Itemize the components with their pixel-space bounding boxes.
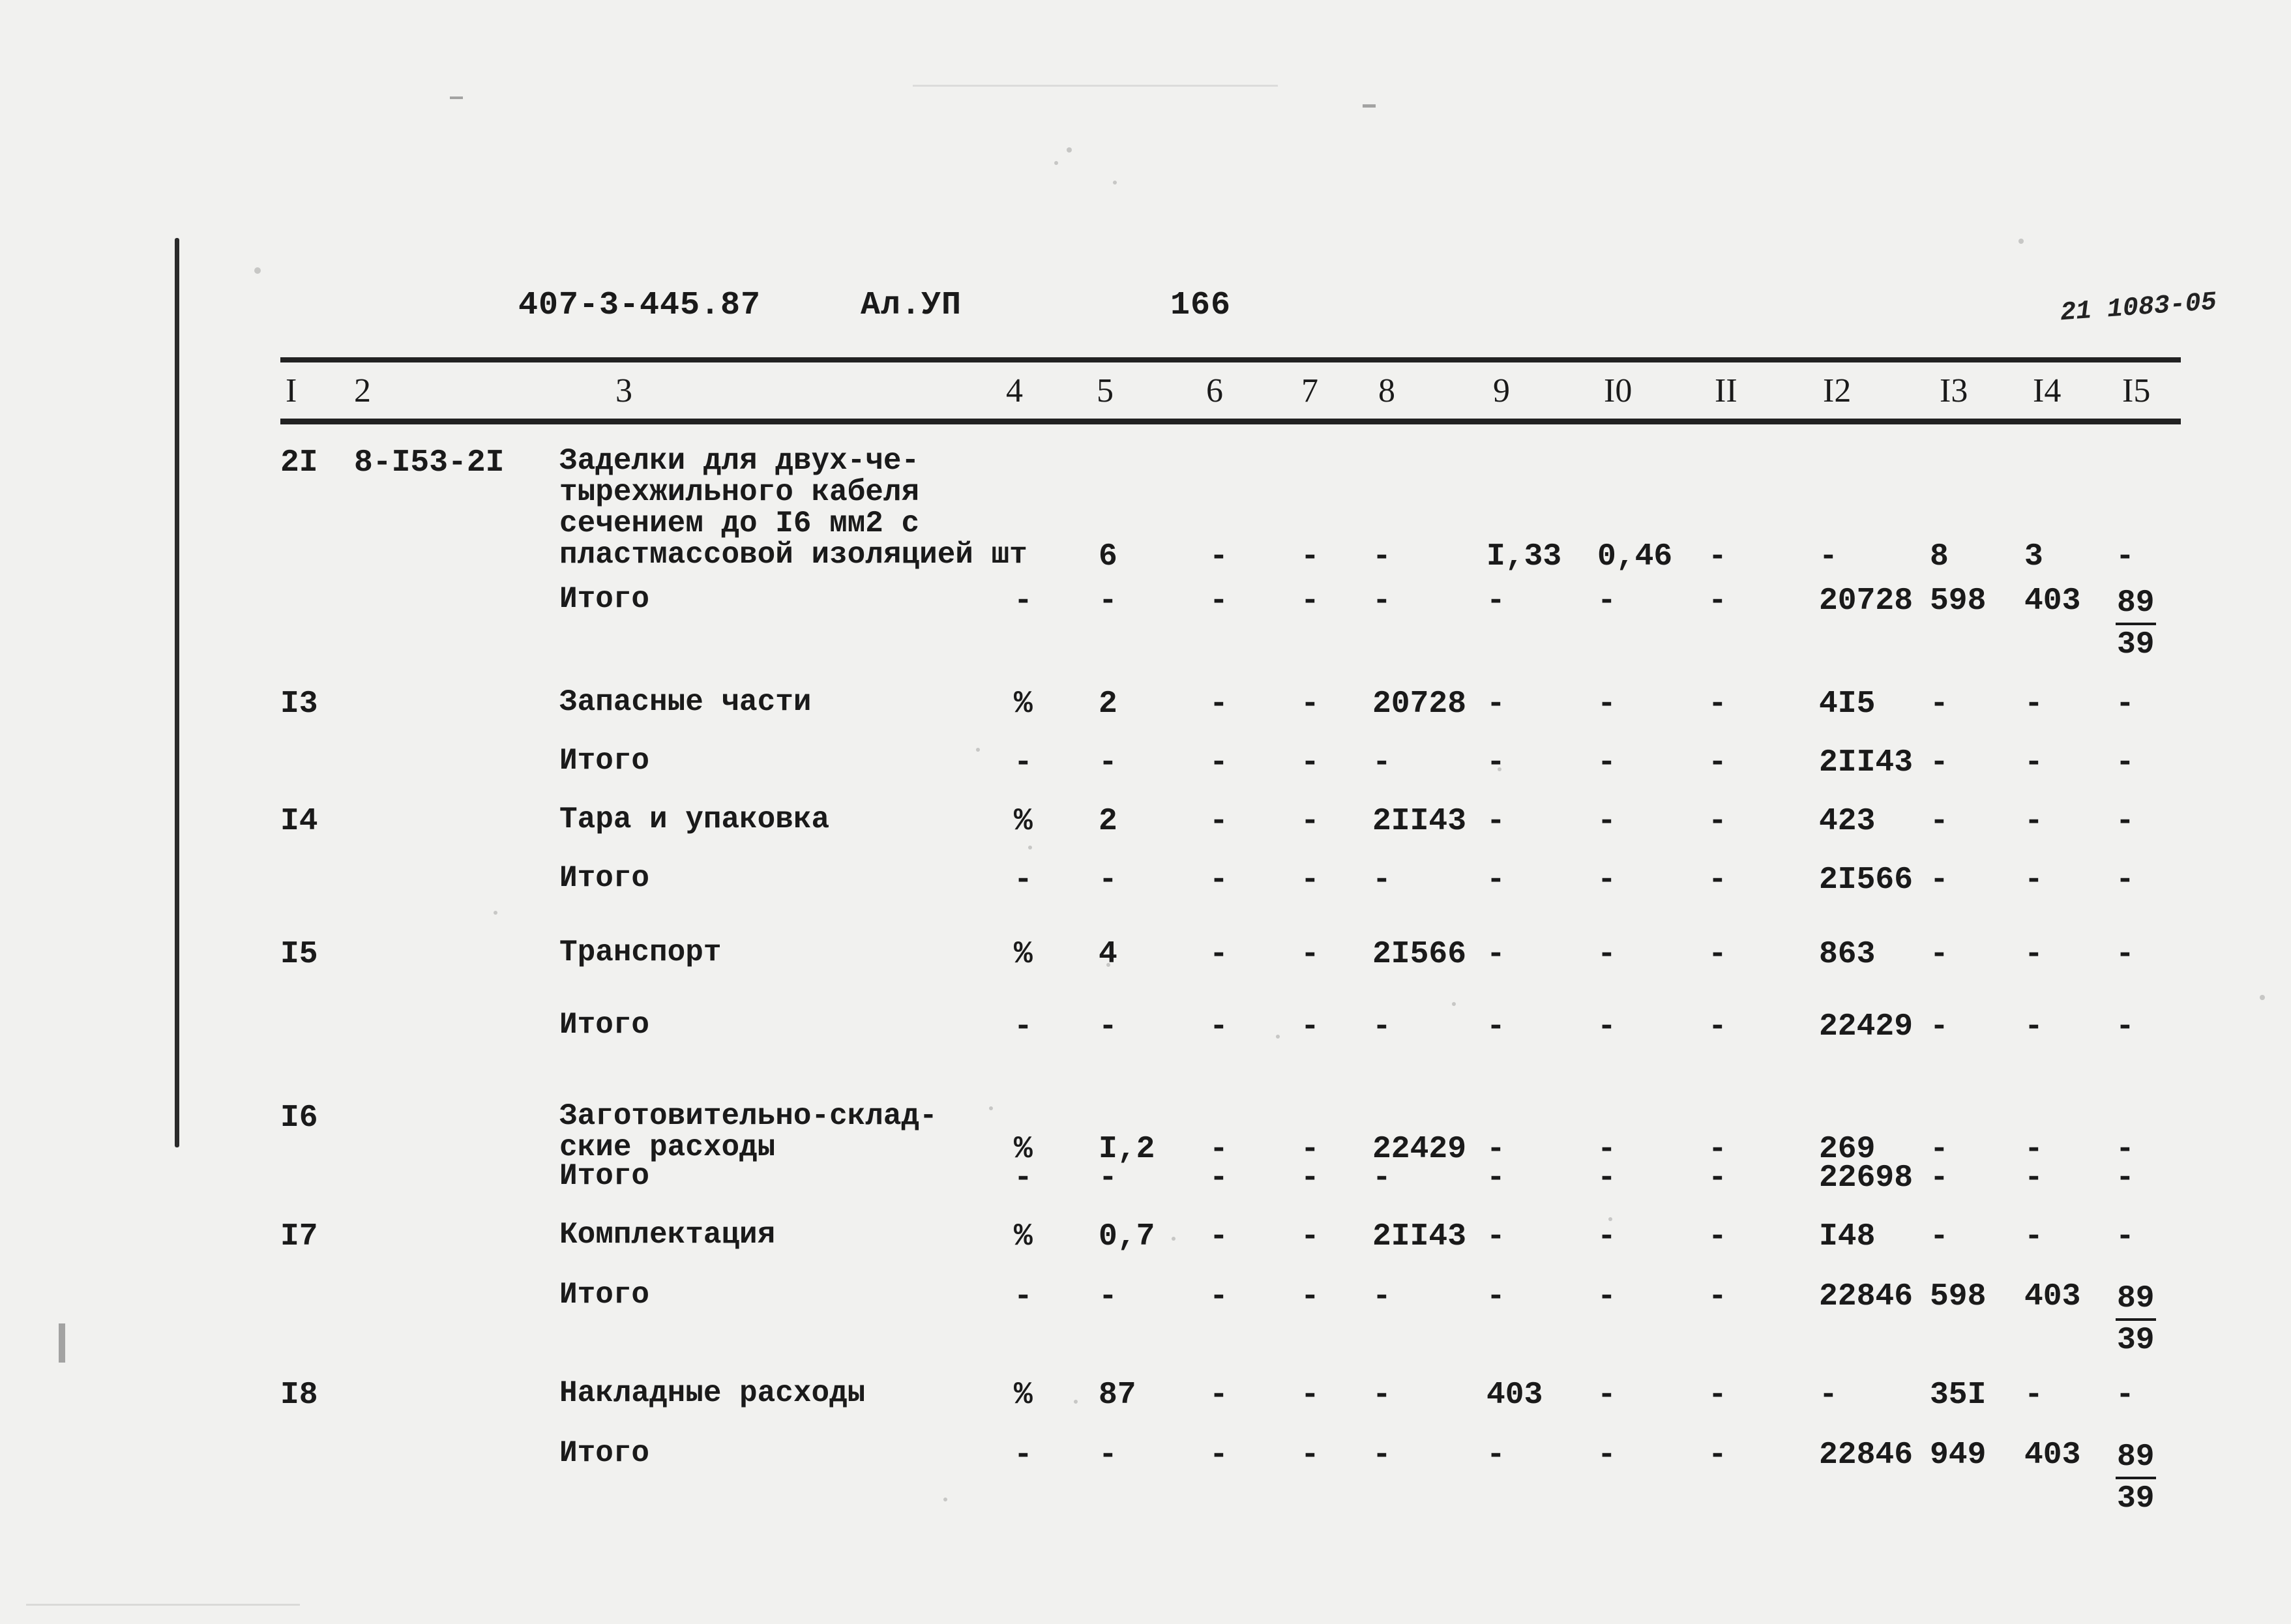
cell-col-15: -: [2116, 937, 2135, 972]
cell-col-8: -: [1372, 1378, 1391, 1413]
row-description: пластмассовой изоляцией шт: [559, 538, 1027, 572]
cell-col-8: -: [1372, 745, 1391, 780]
cell-col-9: 403: [1486, 1378, 1543, 1413]
cell-col-14: 3: [2024, 539, 2043, 574]
cell-col-9: -: [1486, 1160, 1505, 1196]
cell-col-8: -: [1372, 1009, 1391, 1044]
archive-stamp: 21 1083-05: [2059, 288, 2218, 329]
cell-col-15: -: [2116, 804, 2135, 839]
cell-col-8: -: [1372, 583, 1391, 619]
column-number-12: I2: [1823, 372, 1852, 409]
cell-col-4: %: [1014, 687, 1033, 722]
cell-col-14: -: [2024, 863, 2043, 898]
column-number-6: 6: [1206, 372, 1223, 409]
cell-col-15: -: [2116, 687, 2135, 722]
cell-col-6: -: [1209, 745, 1228, 780]
cell-col-14: -: [2024, 804, 2043, 839]
cell-col-12: 4I5: [1819, 687, 1876, 722]
cell-col-14: -: [2024, 1378, 2043, 1413]
cell-col-7: -: [1301, 863, 1320, 898]
cell-col-11: -: [1708, 539, 1727, 574]
cell-col-7: -: [1301, 687, 1320, 722]
cell-col-9: -: [1486, 1279, 1505, 1314]
cell-col-13: 949: [1930, 1438, 1987, 1473]
cell-col-11: -: [1708, 1009, 1727, 1044]
cell-col-13: 598: [1930, 583, 1987, 619]
row-description: Комплектация: [559, 1218, 776, 1252]
cell-col-13: -: [1930, 804, 1949, 839]
cell-col-4: %: [1014, 804, 1033, 839]
cell-col-4: -: [1014, 1009, 1033, 1044]
cell-col-5: 2: [1099, 687, 1117, 722]
cell-col-10: -: [1597, 1438, 1616, 1473]
row-description: Итого: [559, 1159, 650, 1193]
row-description: Итого: [559, 861, 650, 895]
cell-col-7: -: [1301, 745, 1320, 780]
cell-col-10: -: [1597, 804, 1616, 839]
fraction-numerator: 89: [2116, 583, 2156, 625]
cell-col-13: -: [1930, 863, 1949, 898]
cell-col-15: -: [2116, 1378, 2135, 1413]
cell-col-11: -: [1708, 1132, 1727, 1167]
cell-col-6: -: [1209, 1009, 1228, 1044]
row-description: Заготовительно-склад-: [559, 1099, 938, 1133]
fraction-denominator: 39: [2117, 627, 2155, 662]
cell-col-15: -: [2116, 1160, 2135, 1196]
cell-col-5: -: [1099, 583, 1117, 619]
cell-col-5: 87: [1099, 1378, 1136, 1413]
cell-col-13: -: [1930, 1160, 1949, 1196]
row-description: Итого: [559, 1436, 650, 1470]
cell-col-10: -: [1597, 863, 1616, 898]
cell-col-11: -: [1708, 745, 1727, 780]
cell-col-11: -: [1708, 804, 1727, 839]
column-number-4: 4: [1006, 372, 1023, 409]
cell-col-8: -: [1372, 863, 1391, 898]
cell-col-10: -: [1597, 1160, 1616, 1196]
cell-col-8: -: [1372, 1160, 1391, 1196]
cell-col-6: -: [1209, 583, 1228, 619]
fraction-numerator: 89: [2116, 1438, 2156, 1479]
cell-col-13: 35I: [1930, 1378, 1987, 1413]
cell-col-13: -: [1930, 745, 1949, 780]
row-description: Транспорт: [559, 936, 722, 969]
cell-col-6: -: [1209, 539, 1228, 574]
cell-col-9: -: [1486, 1438, 1505, 1473]
cell-col-7: -: [1301, 937, 1320, 972]
row-description: Итого: [559, 582, 650, 616]
cell-col-7: -: [1301, 1219, 1320, 1254]
cell-col-4: -: [1014, 583, 1033, 619]
cell-col-5: -: [1099, 1438, 1117, 1473]
cell-col-7: -: [1301, 804, 1320, 839]
column-number-13: I3: [1940, 372, 1968, 409]
cell-col-12: -: [1819, 1378, 1838, 1413]
cell-col-7: -: [1301, 1279, 1320, 1314]
cell-col-6: -: [1209, 863, 1228, 898]
cell-col-12: -: [1819, 539, 1838, 574]
cell-col-7: -: [1301, 583, 1320, 619]
album-label: Ал.УП: [861, 287, 962, 324]
cell-col-15: -: [2116, 863, 2135, 898]
cell-col-5: -: [1099, 1009, 1117, 1044]
cell-col-9: I,33: [1486, 539, 1562, 574]
column-number-11: II: [1715, 372, 1737, 409]
cell-col-12: 22846: [1819, 1279, 1914, 1314]
cell-col-10: -: [1597, 1132, 1616, 1167]
document-number: 407-3-445.87: [518, 287, 761, 324]
cell-col-13: 8: [1930, 539, 1949, 574]
column-number-15: I5: [2122, 372, 2151, 409]
cell-col-12: 863: [1819, 937, 1876, 972]
cell-col-4: -: [1014, 863, 1033, 898]
cell-col-13: -: [1930, 937, 1949, 972]
cell-col-15: -: [2116, 1219, 2135, 1254]
cell-col-14: 403: [2024, 1438, 2081, 1473]
cell-col-14: -: [2024, 1009, 2043, 1044]
cell-col-13: -: [1930, 687, 1949, 722]
cell-col-6: -: [1209, 687, 1228, 722]
cell-col-13: 598: [1930, 1279, 1987, 1314]
cell-col-5: 6: [1099, 539, 1117, 574]
column-number-9: 9: [1493, 372, 1510, 409]
cell-col-12: 20728: [1819, 583, 1914, 619]
cell-col-10: -: [1597, 937, 1616, 972]
row-number: 2I: [280, 445, 318, 480]
cell-col-11: -: [1708, 583, 1727, 619]
cell-col-11: -: [1708, 863, 1727, 898]
cell-col-12: 22698: [1819, 1160, 1914, 1196]
row-description: Итого: [559, 1008, 650, 1042]
column-number-3: 3: [615, 372, 632, 409]
cell-col-6: -: [1209, 1279, 1228, 1314]
cell-col-8: -: [1372, 1279, 1391, 1314]
cell-col-9: -: [1486, 1132, 1505, 1167]
cell-col-4: %: [1014, 1132, 1033, 1167]
cell-col-7: -: [1301, 1009, 1320, 1044]
cell-col-15: -: [2116, 1009, 2135, 1044]
cell-col-6: -: [1209, 1438, 1228, 1473]
cell-col-8: -: [1372, 1438, 1391, 1473]
cell-col-11: -: [1708, 1378, 1727, 1413]
cell-col-6: -: [1209, 804, 1228, 839]
row-description: сечением до I6 мм2 с: [559, 507, 920, 540]
cell-col-12: 22846: [1819, 1438, 1914, 1473]
cell-col-14: -: [2024, 1132, 2043, 1167]
cell-col-13: -: [1930, 1009, 1949, 1044]
cell-col-6: -: [1209, 1378, 1228, 1413]
cell-col-11: -: [1708, 1160, 1727, 1196]
cell-col-12: 2II43: [1819, 745, 1914, 780]
fraction-denominator: 39: [2117, 1323, 2155, 1358]
row-number: I6: [280, 1100, 318, 1136]
cell-col-9: -: [1486, 687, 1505, 722]
cell-col-8: 2I566: [1372, 937, 1467, 972]
cell-col-4: -: [1014, 745, 1033, 780]
row-number: I4: [280, 804, 318, 839]
cell-col-7: -: [1301, 1378, 1320, 1413]
cell-col-9: -: [1486, 937, 1505, 972]
cell-col-14: 403: [2024, 583, 2081, 619]
fraction-denominator: 39: [2117, 1481, 2155, 1516]
row-description: Заделки для двух-че-: [559, 444, 920, 478]
column-number-7: 7: [1301, 372, 1318, 409]
cell-col-7: -: [1301, 539, 1320, 574]
cell-col-4: %: [1014, 1378, 1033, 1413]
cell-col-8: 20728: [1372, 687, 1467, 722]
cell-col-11: -: [1708, 1438, 1727, 1473]
cell-col-14: -: [2024, 937, 2043, 972]
row-description: Тара и упаковка: [559, 803, 830, 836]
cell-col-9: -: [1486, 583, 1505, 619]
row-description: Итого: [559, 744, 650, 778]
cell-col-5: I,2: [1099, 1132, 1155, 1167]
page-number: 166: [1170, 287, 1232, 324]
cell-col-8: 2II43: [1372, 1219, 1467, 1254]
row-number: I3: [280, 687, 318, 722]
cell-col-9: -: [1486, 1009, 1505, 1044]
cell-col-11: -: [1708, 1219, 1727, 1254]
cell-col-14: 403: [2024, 1279, 2081, 1314]
cell-col-12: 423: [1819, 804, 1876, 839]
cell-col-14: -: [2024, 745, 2043, 780]
cell-col-9: -: [1486, 863, 1505, 898]
cell-col-12: 2I566: [1819, 863, 1914, 898]
cell-col-5: -: [1099, 745, 1117, 780]
column-number-14: I4: [2033, 372, 2062, 409]
row-description: Накладные расходы: [559, 1376, 866, 1410]
cell-col-5: 0,7: [1099, 1219, 1155, 1254]
cell-col-8: -: [1372, 539, 1391, 574]
cell-col-10: 0,46: [1597, 539, 1673, 574]
cell-col-8: 22429: [1372, 1132, 1467, 1167]
cell-col-5: 4: [1099, 937, 1117, 972]
cell-col-5: 2: [1099, 804, 1117, 839]
cell-col-10: -: [1597, 583, 1616, 619]
cell-col-7: -: [1301, 1160, 1320, 1196]
cell-col-10: -: [1597, 687, 1616, 722]
row-code: 8-I53-2I: [354, 445, 505, 480]
cell-col-6: -: [1209, 1132, 1228, 1167]
cell-col-11: -: [1708, 937, 1727, 972]
cell-col-10: -: [1597, 1378, 1616, 1413]
row-description: тырехжильного кабеля: [559, 475, 920, 509]
cell-col-4: -: [1014, 1438, 1033, 1473]
cell-col-10: -: [1597, 1009, 1616, 1044]
fraction-numerator: 89: [2116, 1279, 2156, 1321]
cell-col-11: -: [1708, 687, 1727, 722]
cell-col-10: -: [1597, 745, 1616, 780]
column-number-10: I0: [1604, 372, 1633, 409]
row-number: I7: [280, 1219, 318, 1254]
cell-col-12: 22429: [1819, 1009, 1914, 1044]
cell-col-6: -: [1209, 1219, 1228, 1254]
row-description: Итого: [559, 1278, 650, 1312]
cell-col-5: -: [1099, 1279, 1117, 1314]
cell-col-14: -: [2024, 1219, 2043, 1254]
cell-col-5: -: [1099, 1160, 1117, 1196]
cell-col-9: -: [1486, 804, 1505, 839]
cell-col-4: -: [1014, 1160, 1033, 1196]
cell-col-13: -: [1930, 1132, 1949, 1167]
cell-col-8: 2II43: [1372, 804, 1467, 839]
cell-col-9: -: [1486, 1219, 1505, 1254]
row-description: Запасные части: [559, 685, 812, 719]
cell-col-12: I48: [1819, 1219, 1876, 1254]
cell-col-7: -: [1301, 1438, 1320, 1473]
cell-col-11: -: [1708, 1279, 1727, 1314]
row-number: I8: [280, 1378, 318, 1413]
cell-col-10: -: [1597, 1219, 1616, 1254]
cell-col-4: %: [1014, 1219, 1033, 1254]
column-number-5: 5: [1097, 372, 1114, 409]
cell-col-15: -: [2116, 1132, 2135, 1167]
column-number-2: 2: [354, 372, 371, 409]
cell-col-9: -: [1486, 745, 1505, 780]
cell-col-10: -: [1597, 1279, 1616, 1314]
row-number: I5: [280, 937, 318, 972]
row-description: ские расходы: [559, 1130, 776, 1164]
cell-col-6: -: [1209, 937, 1228, 972]
cell-col-14: -: [2024, 687, 2043, 722]
cell-col-15: -: [2116, 745, 2135, 780]
cell-col-4: %: [1014, 937, 1033, 972]
cell-col-13: -: [1930, 1219, 1949, 1254]
column-number-1: I: [286, 372, 297, 409]
cell-col-7: -: [1301, 1132, 1320, 1167]
column-number-8: 8: [1378, 372, 1395, 409]
cell-col-5: -: [1099, 863, 1117, 898]
cell-col-14: -: [2024, 1160, 2043, 1196]
cell-col-4: -: [1014, 1279, 1033, 1314]
cell-col-6: -: [1209, 1160, 1228, 1196]
cell-col-12: 269: [1819, 1132, 1876, 1167]
cell-col-15: -: [2116, 539, 2135, 574]
